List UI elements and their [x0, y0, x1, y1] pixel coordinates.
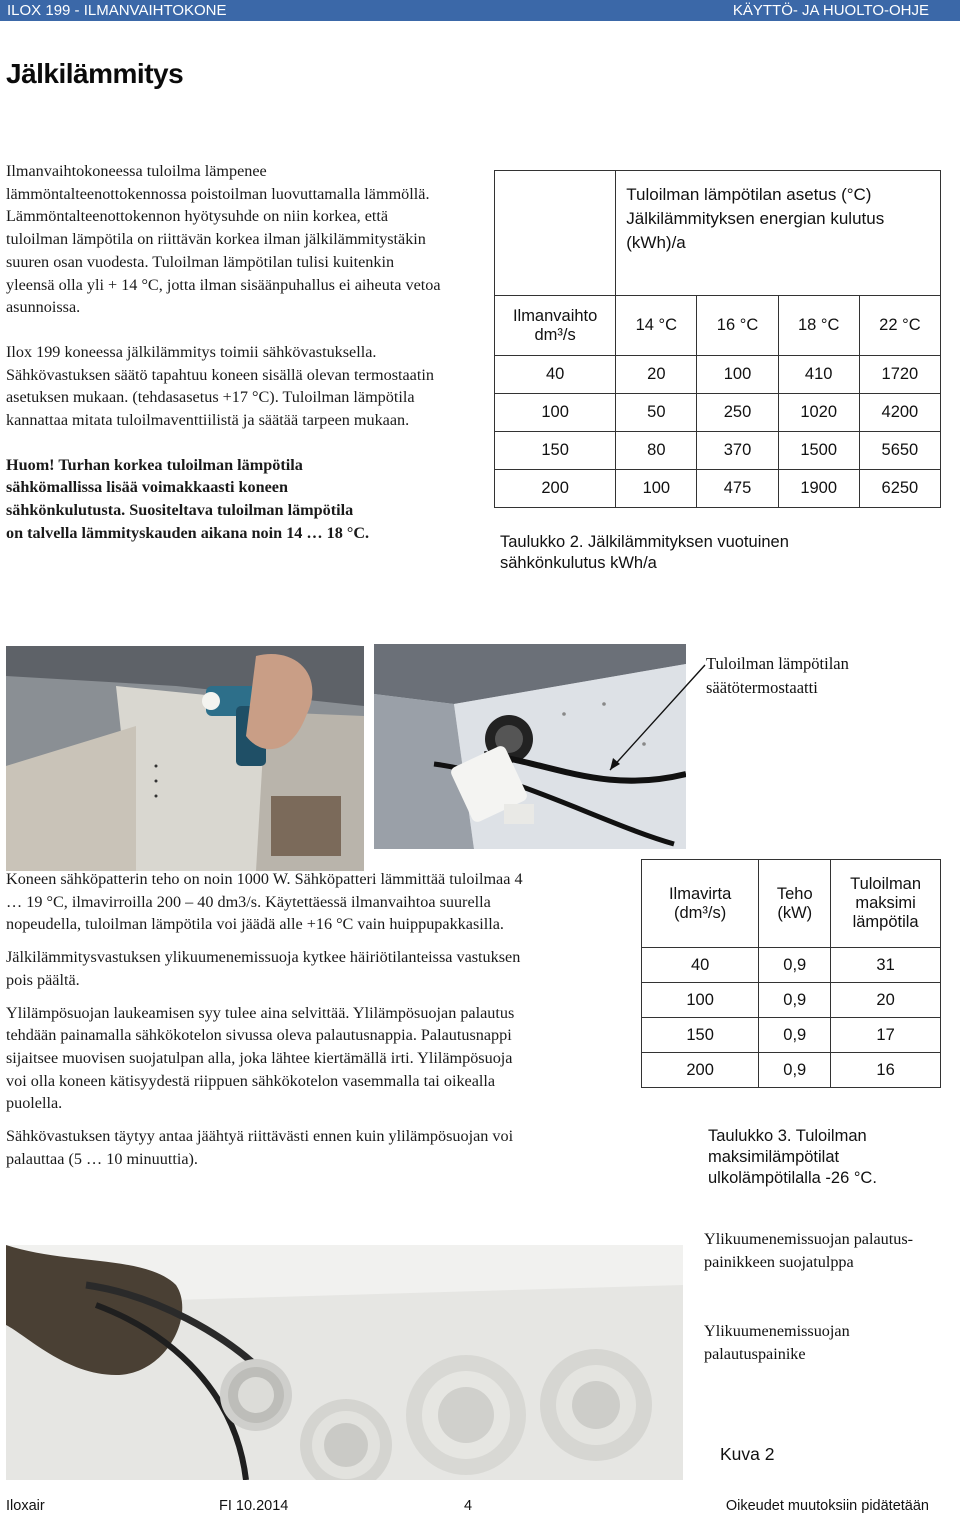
table-row	[642, 983, 941, 1018]
intro-paragraph-2: Ilox 199 koneessa jälkilämmitys toimii sähkövastuksella. Sähkövastuksen säätö tapahtuu koneen sisällä olevan termostaatin asetuksen mukaan. (tehdasasetus +17 °C). Tuloilman lämpötila kannattaa mitata tuloilmaventtiilistä ja säätää tarpeen mukaan.	[6, 342, 434, 430]
table2-blank-cell	[495, 171, 616, 296]
table-cell: 4200	[859, 394, 940, 432]
table-cell: 50	[616, 394, 697, 432]
table-cell: 475	[697, 470, 778, 508]
table-cell: 17	[831, 1018, 941, 1053]
table-cell: 6250	[859, 470, 940, 508]
table-cell: 0,9	[759, 983, 831, 1018]
table2-temp-14: 14 °C	[616, 296, 697, 356]
photo-screwdriver-adjusting-panel	[6, 646, 364, 871]
table2-temp-22: 22 °C	[859, 296, 940, 356]
table2-row-header: Ilmanvaihto dm³/s	[495, 296, 616, 356]
table-row	[495, 356, 941, 394]
body-paragraph-2: Jälkilämmitysvastuksen ylikuumenemissuoja kytkee häiriötilanteissa vastuksen pois päältä.	[6, 948, 521, 989]
table2-caption: Taulukko 2. Jälkilämmityksen vuotuinen sähkönkulutus kWh/a	[500, 533, 789, 572]
table-cell: 150	[642, 1018, 759, 1053]
table-row	[642, 1053, 941, 1088]
table3-caption: Taulukko 3. Tuloilman maksimilämpötilat ulkolämpötilalla -26 °C.	[708, 1127, 877, 1187]
table-row	[495, 432, 941, 470]
table-cell: 200	[495, 470, 616, 508]
table-row	[495, 470, 941, 508]
table-cell: 16	[831, 1053, 941, 1088]
page-header	[0, 0, 960, 21]
table-cell: 20	[616, 356, 697, 394]
body-paragraph-1: Koneen sähköpatterin teho on noin 1000 W. Sähköpatteri lämmittää tuloilmaa 4 … 19 °C, ilmavirroilla 200 – 40 dm3/s. Käytettäessä ilmanvaihtoa suurella nopeudella, tuloilman lämpötila voi jäädä alle +16 °C vain huippupakkasilla.	[6, 870, 523, 934]
figure-caption: Kuva 2	[720, 1444, 775, 1464]
table-cell: 0,9	[759, 1053, 831, 1088]
body-paragraph-4: Sähkövastuksen täytyy antaa jäähtyä riittävästi ennen kuin ylilämpösuojan voi palauttaa (5 … 10 minuuttia).	[6, 1127, 514, 1168]
table-cell: 1900	[778, 470, 859, 508]
table-cell: 100	[697, 356, 778, 394]
table-cell: 100	[616, 470, 697, 508]
footer-edition: FI 10.2014	[219, 1498, 289, 1514]
table-cell: 250	[697, 394, 778, 432]
thermostat-pointer-arrow	[600, 660, 710, 780]
max-temperature-table	[641, 859, 941, 1088]
table-cell: 40	[495, 356, 616, 394]
table-cell: 5650	[859, 432, 940, 470]
table-row	[642, 1018, 941, 1053]
footer-page-number: 4	[464, 1498, 473, 1514]
energy-consumption-table	[494, 170, 941, 508]
intro-paragraph-1: Ilmanvaihtokoneessa tuloilma lämpenee lämmöntalteenottokennossa poistoilman luovuttamalla lämmöllä. Lämmöntalteenottokennon hyötysuhde on niin korkea, että tuloilman lämpötila on riittävän korkea ilman jälkilämmitystäkin suuren osan vuodesta. Tuloilman lämpötilan tulisi kuitenkin yleensä olla yli + 14 °C, jotta ilman sisäänpuhallus ei aiheuta vetoa asunnoissa.	[6, 162, 441, 317]
table-cell: 1720	[859, 356, 940, 394]
table2-header-text: Tuloilman lämpötilan asetus (°C) Jälkilämmityksen energian kulutus (kWh)/a	[616, 171, 941, 296]
table3-header-airflow: Ilmavirta (dm³/s)	[642, 860, 759, 948]
table-cell: 0,9	[759, 1018, 831, 1053]
header-document-title: ILOX 199 - ILMANVAIHTOKONE	[7, 2, 227, 19]
table-cell: 100	[495, 394, 616, 432]
table2-temp-16: 16 °C	[697, 296, 778, 356]
table-cell: 20	[831, 983, 941, 1018]
table-cell: 370	[697, 432, 778, 470]
page-title: Jälkilämmitys	[6, 58, 184, 89]
table-cell: 0,9	[759, 948, 831, 983]
table-row	[495, 394, 941, 432]
table-cell: 31	[831, 948, 941, 983]
button-note: Ylikuumenemissuojan palautuspainike	[704, 1322, 850, 1363]
header-manual-type: KÄYTTÖ- JA HUOLTO-OHJE	[732, 2, 929, 19]
body-paragraph-3: Ylilämpösuojan laukeamisen syy tulee aina selvittää. Ylilämpösuojan palautus tehdään painamalla sähkökotelon sivussa oleva palautusnappia. Palautusnappi sijaitsee muovisen suojatulpan alla, joka lähtee kiertämällä irti. Ylilämpösuoja voi olla koneen kätisyydestä riippuen sähkökotelon vasemmalla tai oikealla puolella.	[6, 1003, 515, 1113]
table-cell: 80	[616, 432, 697, 470]
table2-temp-18: 18 °C	[778, 296, 859, 356]
cap-note: Ylikuumenemissuojan palautus-painikkeen suojatulppa	[704, 1230, 914, 1271]
thermostat-label: Tuloilman lämpötilan säätötermostaatti	[706, 654, 849, 697]
table-cell: 410	[778, 356, 859, 394]
table-cell: 1500	[778, 432, 859, 470]
photo-overheat-reset-button	[6, 1245, 683, 1480]
table3-header-max-temp: Tuloilman maksimi lämpötila	[831, 860, 941, 948]
table-row	[642, 948, 941, 983]
intro-text	[6, 160, 446, 545]
table-cell: 40	[642, 948, 759, 983]
table-cell: 100	[642, 983, 759, 1018]
warning-paragraph: Huom! Turhan korkea tuloilman lämpötila sähkömallissa lisää voimakkaasti koneen sähkönkulutusta. Suositeltava tuloilman lämpötila on talvella lämmityskauden aikana noin 14 … 18 °C.	[6, 455, 370, 542]
table-cell: 200	[642, 1053, 759, 1088]
footer-brand: Iloxair	[6, 1498, 45, 1514]
table-cell: 1020	[778, 394, 859, 432]
table-cell: 150	[495, 432, 616, 470]
body-text	[6, 868, 536, 1170]
footer-rights: Oikeudet muutoksiin pidätetään	[725, 1498, 929, 1514]
table3-header-power: Teho (kW)	[759, 860, 831, 948]
